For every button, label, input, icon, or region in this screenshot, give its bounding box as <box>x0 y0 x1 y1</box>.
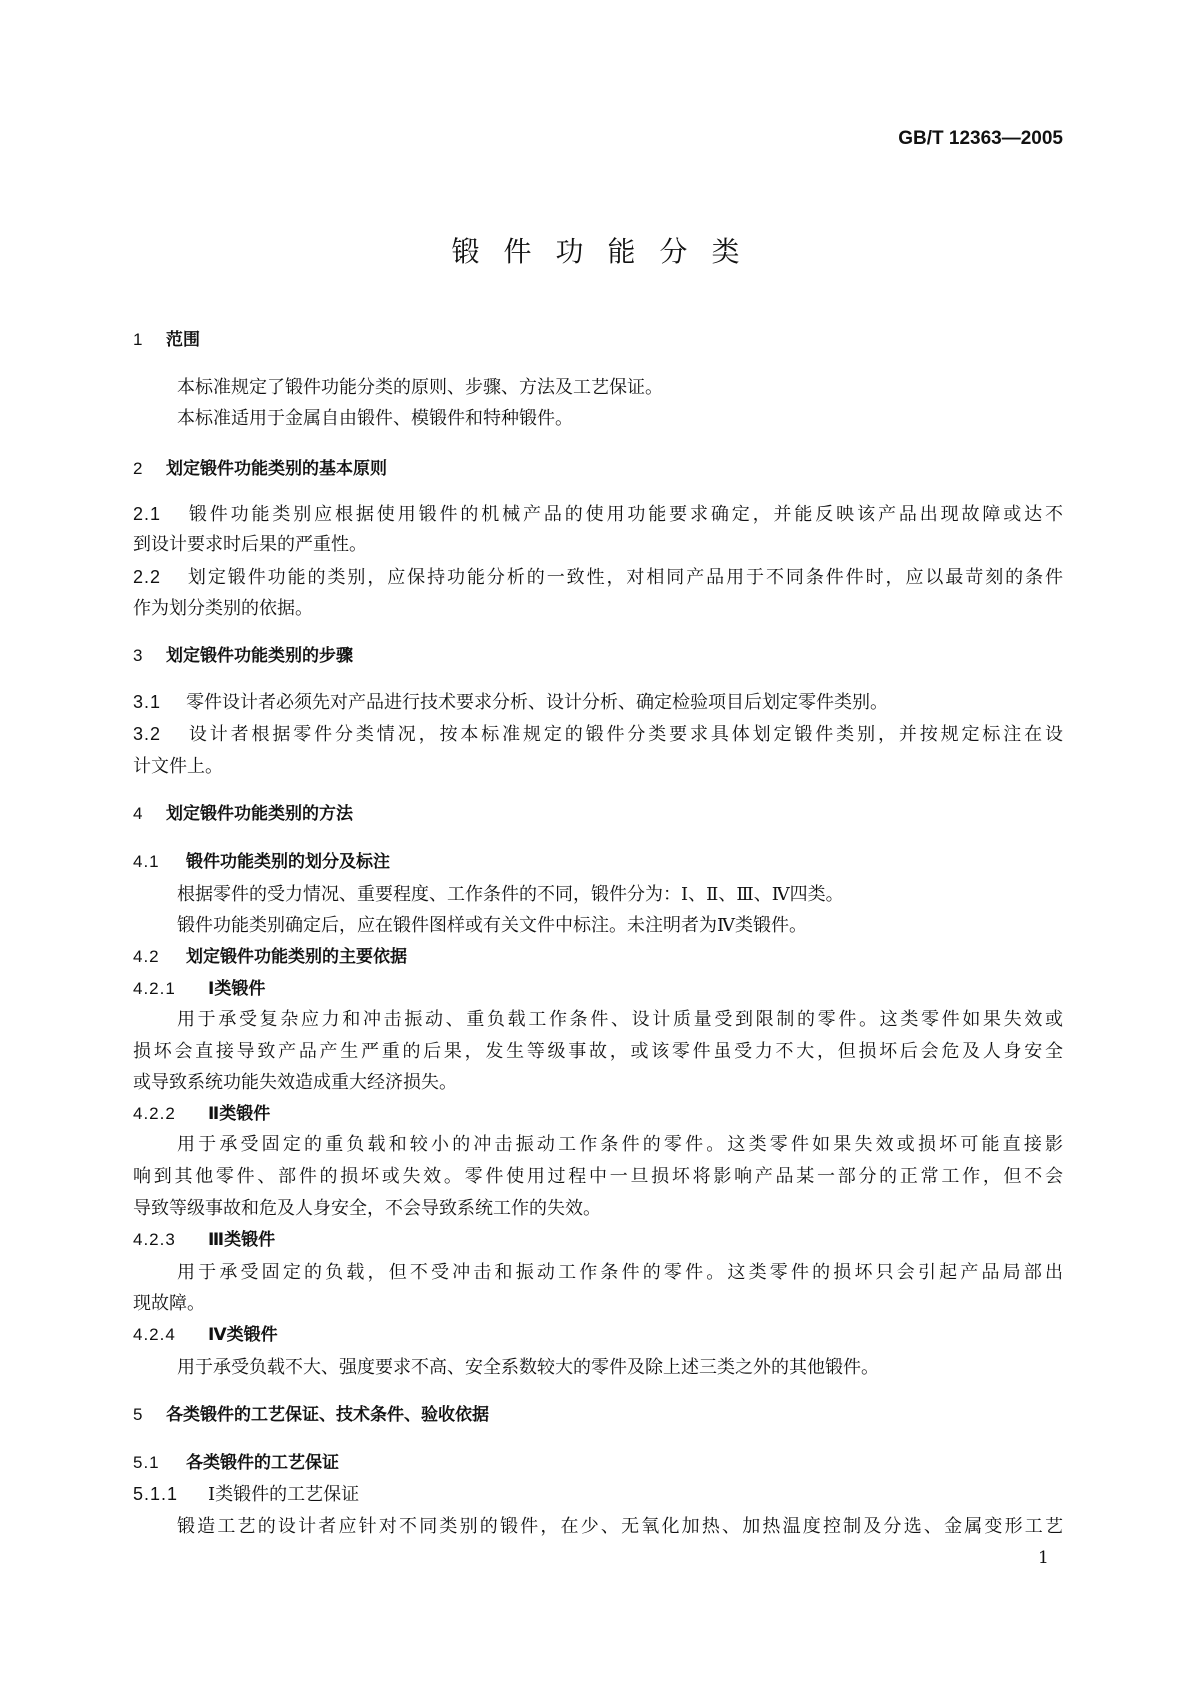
paragraph-line: 或导致系统功能失效造成重大经济损失。 <box>133 1072 457 1093</box>
clause-text: 划定锻件功能的类别，应保持功能分析的一致性，对相同产品用于不同条件件时，应以最苛刻的条件 <box>186 567 1063 588</box>
clause-number: 2.1 <box>133 504 162 524</box>
clause-number: 3.1 <box>133 692 162 712</box>
clause-title: 各类锻件的工艺保证 <box>186 1453 339 1473</box>
section-heading-3 <box>133 644 1063 668</box>
clause-heading-4-2-1 <box>133 977 1063 1001</box>
paragraph-line: 作为划分类别的依据。 <box>133 598 313 619</box>
clause-text: 设计者根据零件分类情况，按本标准规定的锻件分类要求具体划定锻件类别，并按规定标注在设 <box>186 724 1063 745</box>
clause-number: 3.2 <box>133 724 162 744</box>
clause-text: 零件设计者必须先对产品进行技术要求分析、设计分析、确定检验项目后划定零件类别。 <box>186 692 888 713</box>
clause-title: Ⅰ类锻件的工艺保证 <box>208 1484 360 1505</box>
clause-number: 2.2 <box>133 567 162 587</box>
clause-2-2 <box>133 565 1063 590</box>
section-title: 范围 <box>166 330 200 350</box>
section-title: 划定锻件功能类别的方法 <box>166 804 353 824</box>
clause-3-1 <box>133 690 1063 715</box>
section-title: 划定锻件功能类别的基本原则 <box>166 459 387 479</box>
standard-number: GB/T 12363—2005 <box>898 128 1063 149</box>
paragraph-line: 用于承受负载不大、强度要求不高、安全系数较大的零件及除上述三类之外的其他锻件。 <box>177 1357 879 1378</box>
paragraph-line: 用于承受复杂应力和冲击振动、重负载工作条件、设计质量受到限制的零件。这类零件如果失效或 <box>177 1009 1063 1030</box>
clause-2-1 <box>133 502 1063 527</box>
paragraph-line: 损坏会直接导致产品产生严重的后果，发生等级事故，或该零件虽受力不大，但损坏后会危及人身安全 <box>133 1041 1063 1062</box>
clause-title: Ⅱ类锻件 <box>208 1104 271 1124</box>
clause-title: 锻件功能类别的划分及标注 <box>186 852 390 872</box>
clause-number: 5.1 <box>133 1453 160 1472</box>
clause-heading-4-1 <box>133 850 1063 874</box>
paragraph-line: 用于承受固定的负载，但不受冲击和振动工作条件的零件。这类零件的损坏只会引起产品局部出 <box>177 1262 1063 1283</box>
paragraph-line: 根据零件的受力情况、重要程度、工作条件的不同，锻件分为：Ⅰ、Ⅱ、Ⅲ、Ⅳ四类。 <box>177 884 844 905</box>
clause-number: 4.2.4 <box>133 1325 176 1344</box>
paragraph-line: 现故障。 <box>133 1293 205 1314</box>
section-heading-5 <box>133 1403 1063 1427</box>
section-heading-2 <box>133 457 1063 481</box>
section-number: 4 <box>133 804 144 823</box>
section-number: 3 <box>133 646 144 665</box>
page-number: 1 <box>1038 1548 1049 1568</box>
clause-title: Ⅳ类锻件 <box>208 1325 278 1345</box>
section-number: 1 <box>133 330 144 349</box>
paragraph-line: 响到其他零件、部件的损坏或失效。零件使用过程中一旦损坏将影响产品某一部分的正常工作，但不会 <box>133 1166 1063 1187</box>
section-heading-4 <box>133 802 1063 826</box>
clause-title: Ⅰ类锻件 <box>208 979 266 999</box>
paragraph-line: 计文件上。 <box>133 756 223 777</box>
clause-number: 4.1 <box>133 852 160 871</box>
clause-number: 4.2 <box>133 947 160 966</box>
clause-number: 5.1.1 <box>133 1484 179 1504</box>
page-title: 锻件功能分类 <box>451 235 764 268</box>
paragraph-line: 用于承受固定的重负载和较小的冲击振动工作条件的零件。这类零件如果失效或损坏可能直接影 <box>177 1134 1063 1155</box>
section-title: 各类锻件的工艺保证、技术条件、验收依据 <box>166 1405 489 1425</box>
clause-heading-4-2-3 <box>133 1228 1063 1252</box>
clause-number: 4.2.2 <box>133 1104 176 1123</box>
paragraph-line: 锻件功能类别确定后，应在锻件图样或有关文件中标注。未注明者为Ⅳ类锻件。 <box>177 915 807 936</box>
paragraph-line: 本标准规定了锻件功能分类的原则、步骤、方法及工艺保证。 <box>177 377 663 398</box>
clause-heading-5-1 <box>133 1451 1063 1475</box>
clause-heading-4-2-4 <box>133 1323 1063 1347</box>
clause-3-2 <box>133 722 1063 747</box>
clause-number: 4.2.1 <box>133 979 176 998</box>
clause-text: 锻件功能类别应根据使用锻件的机械产品的使用功能要求确定，并能反映该产品出现故障或达不 <box>186 504 1063 525</box>
clause-title: Ⅲ类锻件 <box>208 1230 276 1250</box>
paragraph-line: 锻造工艺的设计者应针对不同类别的锻件，在少、无氧化加热、加热温度控制及分选、金属变形工艺 <box>177 1516 1063 1537</box>
section-number: 5 <box>133 1405 144 1424</box>
paragraph-line: 导致等级事故和危及人身安全，不会导致系统工作的失效。 <box>133 1198 601 1219</box>
paragraph-line: 到设计要求时后果的严重性。 <box>133 534 367 555</box>
section-heading-1 <box>133 328 1063 352</box>
clause-number: 4.2.3 <box>133 1230 176 1249</box>
clause-heading-5-1-1 <box>133 1482 1063 1507</box>
clause-heading-4-2-2 <box>133 1102 1063 1126</box>
section-title: 划定锻件功能类别的步骤 <box>166 646 353 666</box>
clause-title: 划定锻件功能类别的主要依据 <box>186 947 407 967</box>
paragraph-line: 本标准适用于金属自由锻件、模锻件和特种锻件。 <box>177 408 573 429</box>
clause-heading-4-2 <box>133 945 1063 969</box>
section-number: 2 <box>133 459 144 478</box>
